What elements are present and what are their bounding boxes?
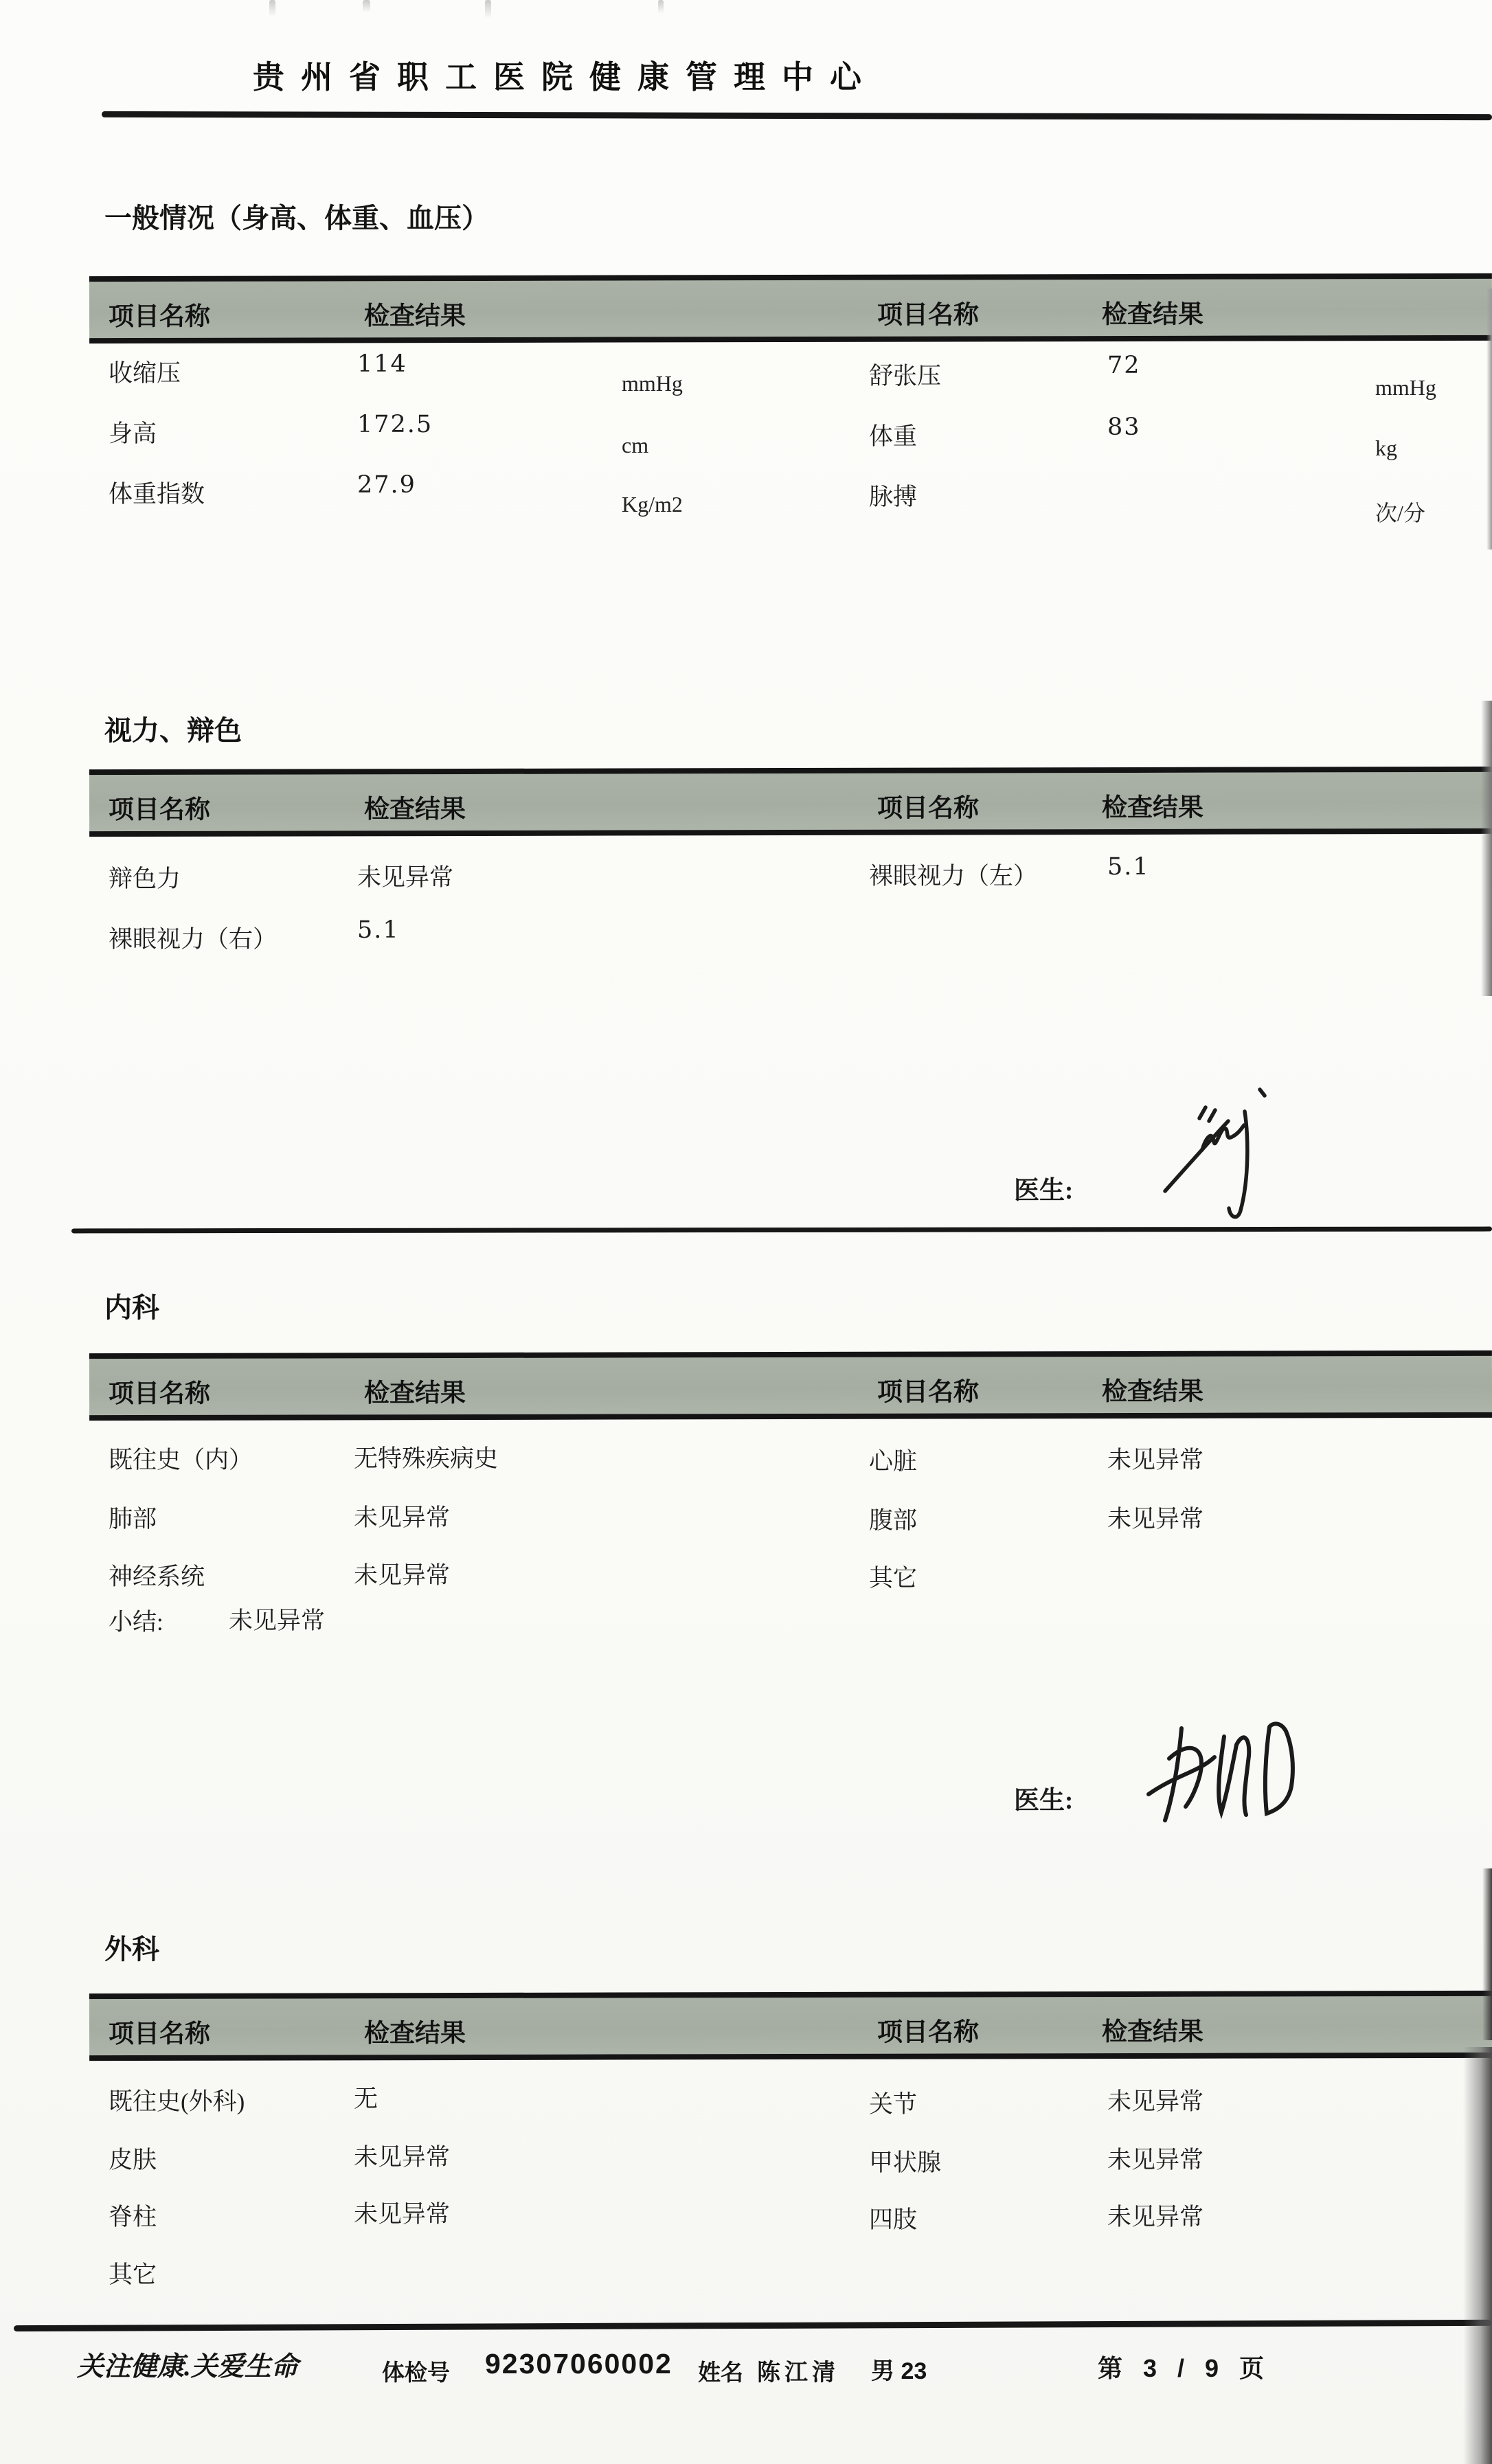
doctor-signature [1160, 1069, 1287, 1237]
row-item: 肺部 [109, 1506, 157, 1533]
row-result: 83 [1107, 414, 1141, 441]
row-item: 神经系统 [109, 1563, 205, 1590]
row-unit: 次/分 [1375, 501, 1425, 525]
column-header-result: 检查结果 [1101, 299, 1204, 329]
column-header-item: 项目名称 [877, 2017, 980, 2046]
row-result: 未见异常 [1107, 2088, 1204, 2115]
doctor-signature [1138, 1691, 1320, 1853]
row-item: 裸眼视力（右） [109, 926, 278, 953]
row-item: 体重 [869, 423, 918, 450]
exam-no-label: 体检号 [382, 2360, 450, 2385]
row-item: 舒张压 [869, 363, 942, 389]
row-item: 既往史（内） [109, 1447, 253, 1473]
scan-smudge [485, 0, 491, 19]
column-header-item: 项目名称 [877, 1377, 980, 1406]
table-header-band [89, 1991, 1492, 2061]
doctor-label: 医生: [1014, 1177, 1074, 1205]
row-result: 27.9 [357, 471, 416, 499]
header-rule [102, 111, 1492, 120]
row-item: 身高 [109, 420, 157, 447]
summary-label: 小结: [109, 1609, 163, 1636]
row-item: 体重指数 [109, 481, 205, 508]
row-item: 四肢 [869, 2206, 918, 2233]
section-title-vision: 视力、辩色 [104, 716, 242, 746]
row-result: 5.1 [357, 916, 400, 944]
row-item: 其它 [109, 2261, 157, 2288]
column-header-item: 项目名称 [108, 2019, 211, 2048]
row-item: 腹部 [869, 1507, 918, 1534]
scan-edge-shadow [1481, 701, 1492, 996]
name-label: 姓名 [698, 2360, 743, 2385]
column-header-result: 检查结果 [1101, 793, 1204, 822]
row-result: 未见异常 [354, 2144, 451, 2171]
row-item: 既往史(外科) [109, 2088, 245, 2115]
scan-edge-shadow [1487, 289, 1492, 550]
section-title-internal: 内科 [104, 1293, 159, 1323]
scan-smudge [363, 0, 370, 12]
row-result: 72 [1107, 352, 1141, 379]
row-result: 未见异常 [354, 1504, 451, 1531]
row-result: 未见异常 [1107, 1447, 1204, 1473]
column-header-result: 检查结果 [363, 301, 466, 330]
row-item: 心脏 [869, 1448, 918, 1475]
table-header-band [89, 767, 1492, 837]
section-title-surgery: 外科 [104, 1934, 159, 1965]
row-unit: Kg/m2 [622, 492, 683, 517]
row-result: 未见异常 [1107, 1506, 1204, 1533]
row-result: 无 [354, 2086, 378, 2112]
row-result: 无特殊疾病史 [354, 1445, 499, 1472]
footer-slogan: 关注健康.关爱生命 [77, 2352, 298, 2382]
scan-edge-shadow [1482, 1868, 1492, 2040]
column-header-result: 检查结果 [363, 794, 466, 824]
column-header-result: 检查结果 [363, 2018, 466, 2048]
row-item: 其它 [869, 1565, 918, 1592]
scan-edge-shadow [1463, 2047, 1492, 2464]
row-item: 脉搏 [869, 484, 918, 510]
row-unit: mmHg [1375, 375, 1436, 400]
row-item: 辩色力 [109, 866, 181, 892]
row-unit: kg [1375, 436, 1397, 460]
exam-no-value: 92307060002 [485, 2348, 672, 2380]
row-result: 172.5 [357, 411, 433, 438]
section-title-general: 一般情况（身高、体重、血压） [104, 203, 489, 234]
scan-smudge [269, 0, 275, 16]
row-item: 皮肤 [109, 2147, 157, 2173]
row-result: 114 [357, 350, 407, 378]
column-header-item: 项目名称 [108, 795, 211, 824]
row-item: 收缩压 [109, 360, 181, 387]
row-item: 裸眼视力（左） [869, 863, 1038, 890]
row-item: 甲状腺 [869, 2149, 942, 2176]
row-unit: mmHg [622, 371, 683, 396]
row-result: 未见异常 [354, 2201, 451, 2228]
row-result: 未见异常 [1107, 2147, 1204, 2173]
row-item: 脊柱 [109, 2204, 157, 2230]
doctor-label: 医生: [1014, 1787, 1074, 1815]
row-result: 未见异常 [357, 864, 454, 891]
column-header-item: 项目名称 [877, 300, 980, 329]
row-result: 5.1 [1107, 853, 1150, 881]
column-header-result: 检查结果 [1101, 1377, 1204, 1406]
column-header-result: 检查结果 [1101, 2017, 1204, 2046]
column-header-item: 项目名称 [108, 1379, 211, 1408]
row-result: 未见异常 [354, 1562, 451, 1589]
row-result: 未见异常 [1107, 2204, 1204, 2230]
table-header-band [89, 273, 1492, 343]
name-value: 陈江清 [757, 2360, 839, 2386]
column-header-item: 项目名称 [108, 302, 211, 331]
row-unit: cm [622, 433, 649, 457]
column-header-result: 检查结果 [363, 1378, 466, 1408]
table-header-band [89, 1350, 1492, 1421]
gender-age: 男 23 [871, 2358, 927, 2384]
row-item: 关节 [869, 2091, 918, 2118]
footer-rule [14, 2320, 1492, 2331]
column-header-item: 项目名称 [877, 793, 980, 822]
summary-value: 未见异常 [229, 1607, 326, 1634]
page-number: 第 3 / 9 页 [1098, 2354, 1271, 2382]
page-title: 贵州省职工医院健康管理中心 [253, 59, 878, 95]
scan-smudge [658, 0, 664, 14]
